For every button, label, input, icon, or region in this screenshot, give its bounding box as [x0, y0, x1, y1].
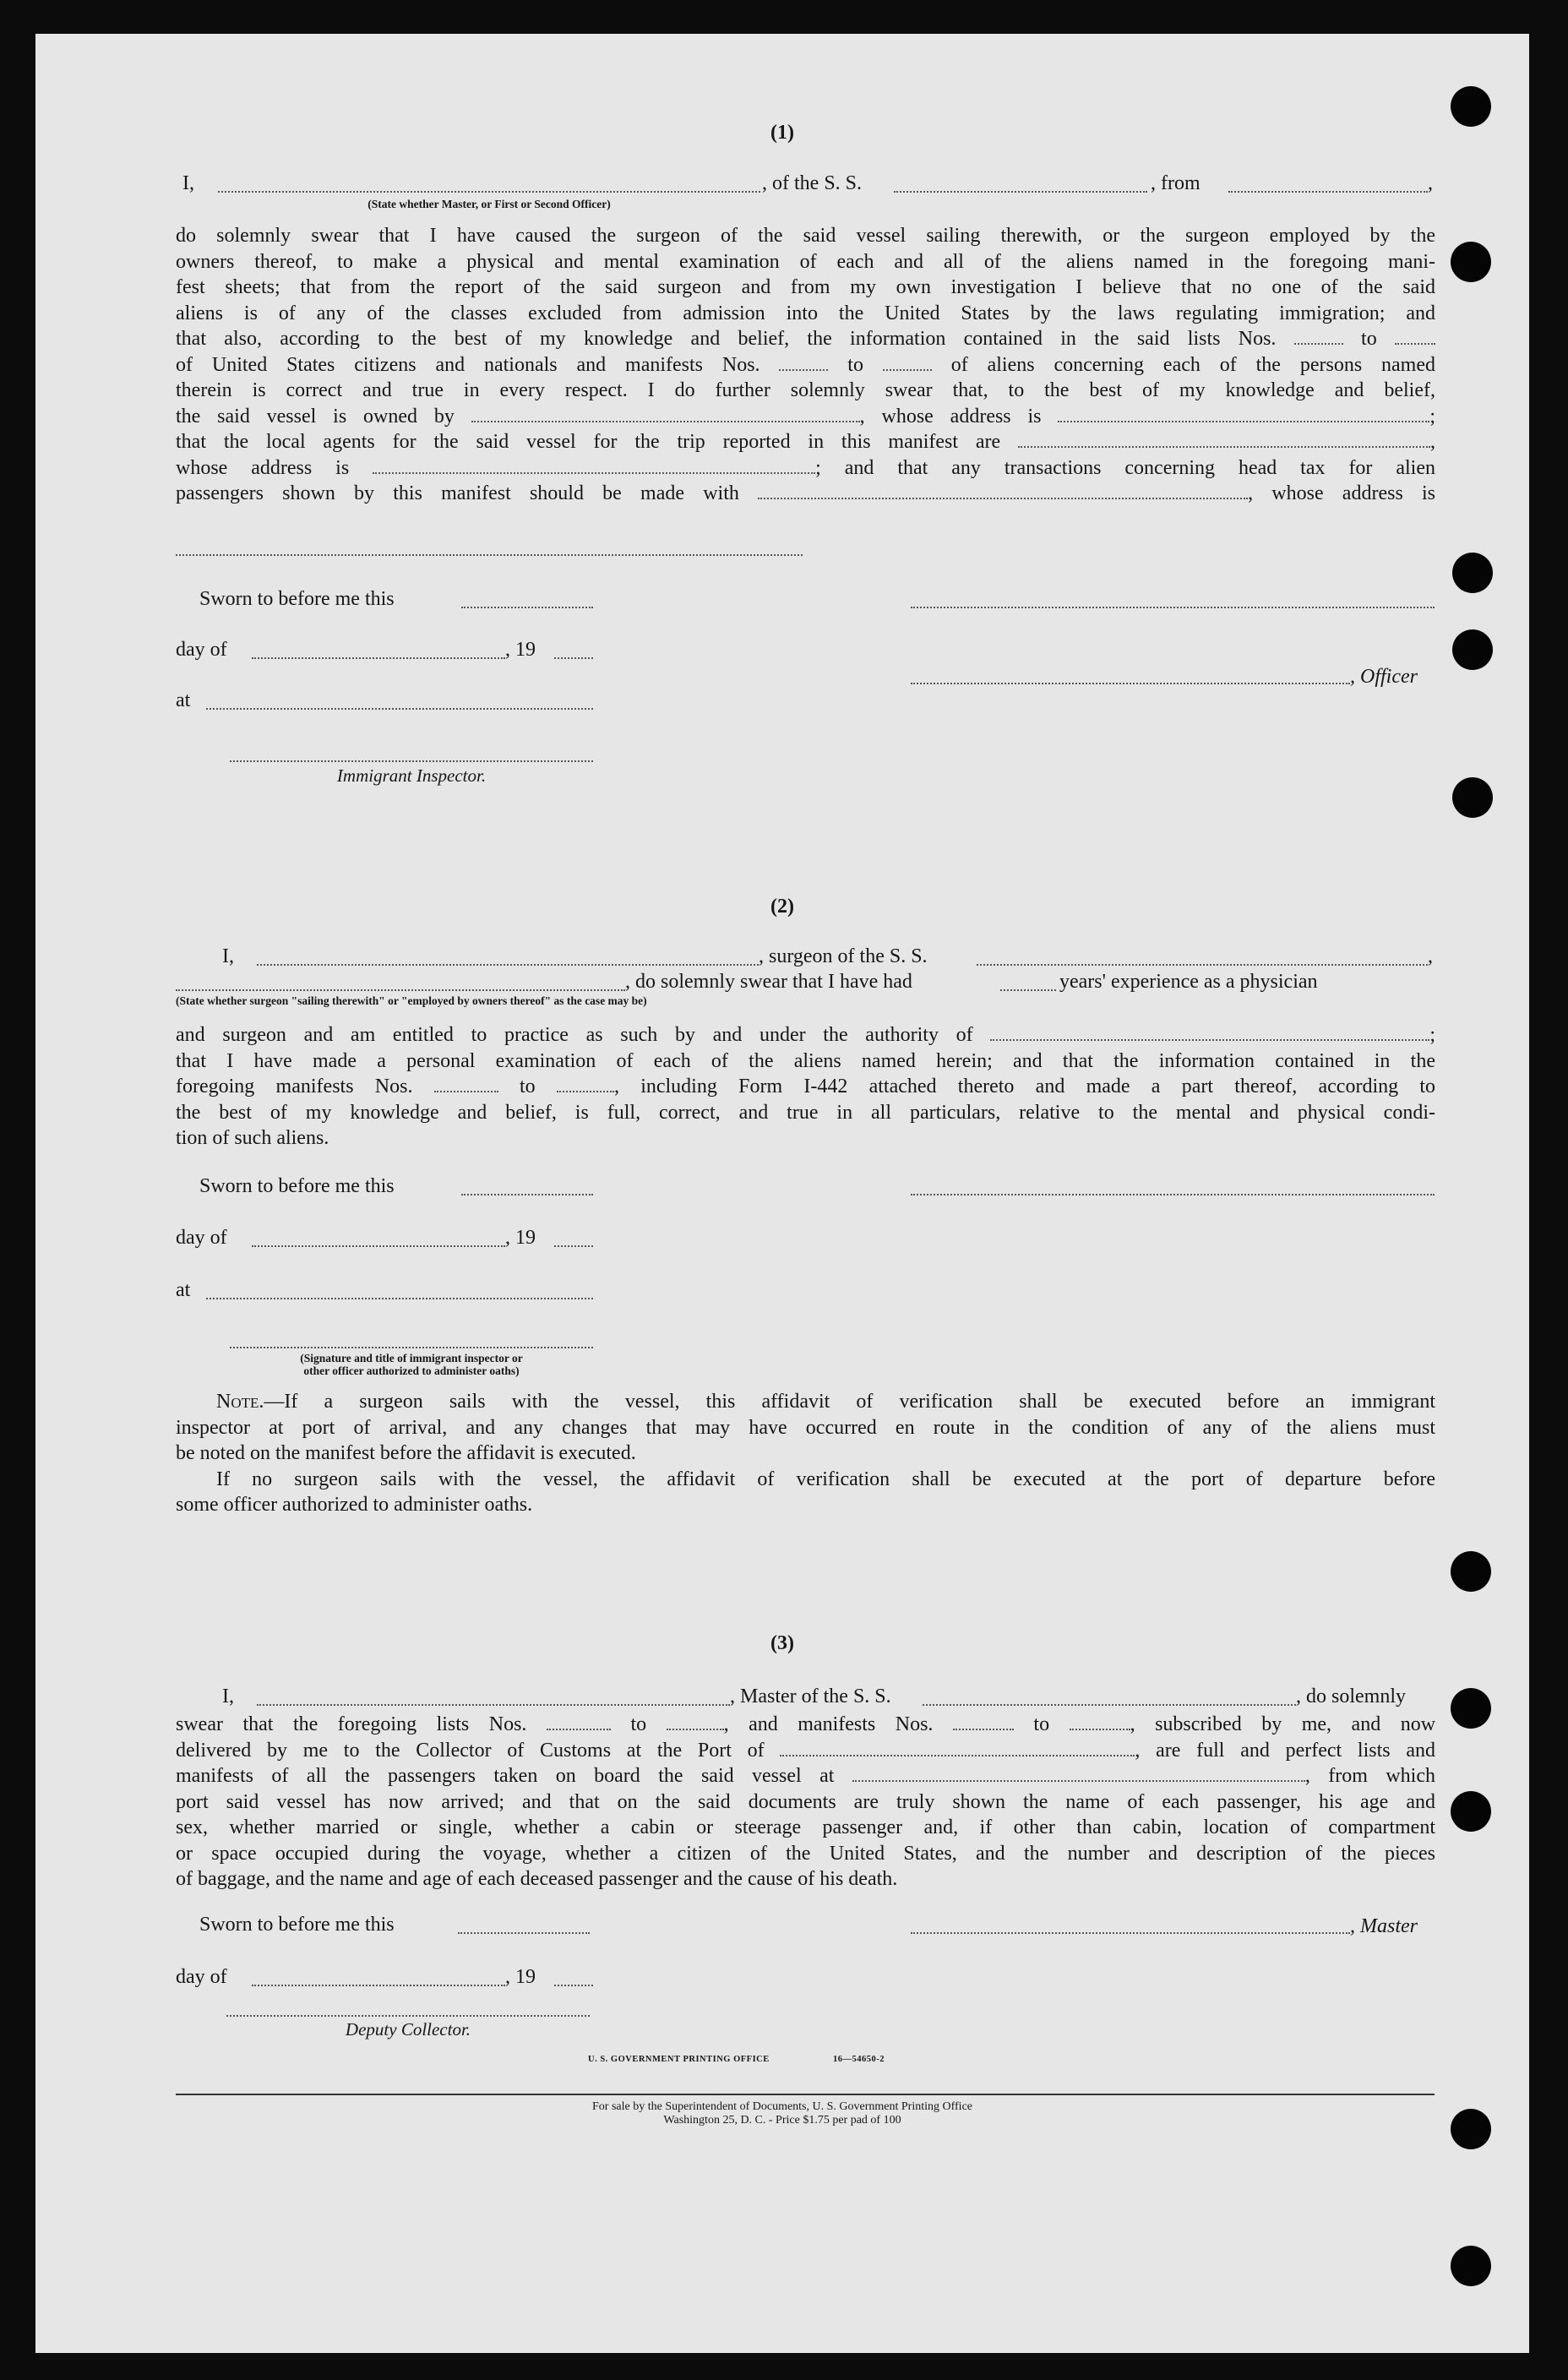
years-experience-text: years' experience as a physician	[1059, 971, 1318, 993]
citizen-list-to-field[interactable]	[1395, 328, 1435, 345]
officer-label: , Officer	[1350, 666, 1418, 688]
master-name-field[interactable]	[257, 1704, 730, 1706]
oath-line: port said vessel has now arrived; and that on the said documents are truly shown the name of each passenger, his age and	[176, 1790, 1435, 1813]
at-text: at	[176, 1279, 191, 1301]
officer-signature-line[interactable]	[911, 607, 1435, 608]
local-agents-field[interactable]	[1018, 431, 1430, 448]
sworn-date-field[interactable]	[461, 607, 593, 608]
oath-line: whose address is ; and that any transactions concerning head tax for alien	[176, 456, 1435, 479]
oath-line: do solemnly swear that I have caused the surgeon of the said vessel sailing therewith, or the surgeon employed by the	[176, 225, 1435, 247]
punch-hole	[1451, 1688, 1491, 1729]
sworn-before-text: Sworn to before me this	[199, 1175, 395, 1197]
sale-notice: For sale by the Superintendent of Documents, U. S. Government Printing Office Washington 25, D. C. - Price $1.75 per pad of 100	[592, 2100, 972, 2127]
oath-line: foregoing manifests Nos. to , including Form I-442 attached thereto and made a part thereof, according to	[176, 1076, 1436, 1097]
at-text: at	[176, 689, 191, 711]
day-of-text: day of	[176, 1227, 227, 1249]
signature-title-label: (Signature and title of immigrant inspector or other officer authorized to administer oaths)	[300, 1352, 523, 1377]
officer-name-field[interactable]	[218, 191, 760, 193]
deputy-collector-signature-line[interactable]	[226, 2015, 590, 2017]
officer-rank-label: (State whether Master, or First or Second Officer)	[368, 198, 611, 210]
punch-hole	[1451, 86, 1491, 127]
pronoun-i: I,	[222, 1686, 234, 1707]
gpo-imprint: U. S. GOVERNMENT PRINTING OFFICE	[588, 2055, 770, 2064]
surgeon-type-field[interactable]	[176, 989, 625, 991]
punch-hole	[1452, 629, 1493, 670]
practice-authority-field[interactable]	[990, 1024, 1429, 1041]
deputy-collector-label: Deputy Collector.	[345, 2019, 471, 2040]
note-line: If no surgeon sails with the vessel, the affidavit of verification shall be executed at the port of departure before	[216, 1468, 1435, 1490]
lists-from-field[interactable]	[547, 1713, 611, 1730]
surgeon-name-field[interactable]	[257, 964, 759, 966]
note-label: Note.	[216, 1391, 264, 1413]
punch-hole	[1451, 1551, 1491, 1592]
head-tax-contact-field[interactable]	[758, 482, 1248, 499]
note-line: some officer authorized to administer oaths.	[176, 1494, 533, 1516]
from-text: , from	[1151, 172, 1200, 194]
agents-address-field[interactable]	[373, 457, 815, 474]
inspector-signature-line[interactable]	[230, 760, 593, 762]
departure-port-field[interactable]	[1228, 191, 1428, 193]
immigrant-inspector-label: Immigrant Inspector.	[336, 765, 487, 786]
port-of-boarding-field[interactable]	[852, 1765, 1305, 1782]
surgeon-ship-field[interactable]	[977, 964, 1428, 966]
master-label: , Master	[1350, 1915, 1418, 1937]
head-tax-address-field[interactable]	[176, 554, 803, 556]
punch-hole	[1452, 777, 1493, 818]
surgeon-type-label: (State whether surgeon "sailing therewith" or "employed by owners thereof" as the case may be)	[176, 994, 647, 1007]
ship-name-field[interactable]	[894, 191, 1147, 193]
oath-line: and surgeon and am entitled to practice as such by and under the authority of ;	[176, 1024, 1436, 1046]
oath-line: that the local agents for the said vessel for the trip reported in this manifest are ,	[176, 431, 1435, 453]
alien-manifest-from-field[interactable]	[779, 354, 828, 371]
month-field[interactable]	[252, 1985, 505, 1986]
section-3-heading: (3)	[770, 1632, 794, 1654]
place-field[interactable]	[206, 708, 593, 710]
of-ss-text: , of the S. S.	[762, 172, 863, 194]
punch-hole	[1451, 1791, 1491, 1832]
sworn-date-field[interactable]	[461, 1194, 593, 1195]
master-signature-line[interactable]	[911, 1932, 1350, 1934]
year-prefix-text: , 19	[505, 1227, 536, 1249]
pronoun-i: I,	[182, 172, 194, 194]
years-experience-field[interactable]	[1000, 989, 1056, 991]
oath-line: therein is correct and true in every respect. I do further solemnly swear that, to the best of my knowledge and belief,	[176, 379, 1435, 401]
oath-line: passengers shown by this manifest should be made with , whose address is	[176, 482, 1435, 504]
section-3-oath	[176, 1712, 1435, 1893]
do-swear-text: , do solemnly swear that I have had	[625, 971, 912, 993]
note-line: inspector at port of arrival, and any changes that may have occurred en route in the condition of any of the aliens must	[176, 1416, 1435, 1439]
do-solemnly-text: , do solemnly	[1296, 1686, 1406, 1707]
oath-line: fest sheets; that from the report of the said surgeon and from my own investigation I believe that no one of the said	[176, 276, 1435, 298]
port-of-arrival-field[interactable]	[780, 1740, 1135, 1756]
punch-hole	[1452, 553, 1493, 593]
note-line: be noted on the manifest before the affidavit is executed.	[176, 1442, 636, 1464]
year-prefix-text: , 19	[505, 1966, 536, 1988]
note-paragraph	[176, 1389, 1435, 1518]
punch-hole	[1451, 242, 1491, 282]
officer-name-line[interactable]	[911, 683, 1350, 684]
lists-to-field[interactable]	[667, 1713, 724, 1730]
oath-line: swear that the foregoing lists Nos. to , and manifests Nos. to , subscribed by me, and now	[176, 1713, 1436, 1735]
section-2-heading: (2)	[770, 896, 794, 918]
oath-line: the said vessel is owned by , whose address is ;	[176, 405, 1436, 428]
oath-line: of baggage, and the name and age of each deceased passenger and the cause of his death.	[176, 1868, 898, 1890]
month-field[interactable]	[252, 657, 505, 659]
oath-line: that I have made a personal examination of each of the aliens named herein; and that the information contained in the	[176, 1049, 1435, 1072]
year-field[interactable]	[554, 1985, 593, 1986]
section-1-heading: (1)	[770, 122, 794, 144]
form-page: (1) I, , of the S. S. , from , (State whether Master, or First or Second Officer) do solemnly swear that I have caused the surgeon of the said vessel sailing therewith, or the surgeon employed by the owners thereof, to make a physical and mental examination of each and all of the aliens named in the foregoing mani- fest sheets; that from the report of the said surgeon and from my own investigation I believe that no one of the said aliens is of any of the classes excluded from admission into the United States by the laws regulating immigration; and that also, according to the best of my knowledge and belief, the information contained in the said lists Nos. to of United States citizens and nationals and manifests Nos. to of aliens concerning each of the persons named therein is correct and true in every respect. I do further solemnly swear that, to the best of my knowledge and belief, the said vessel is owned by , whose address is ; that the local agents for the said vessel for the trip reported in this manifest are , whose address is ; and that any transactions concerning head tax for alien passengers shown by this manifest should be made with , whose address is Sworn to before me this day of , 19 at Immigrant Inspector. , Officer (2) I, , surgeon of the S. S. , , do solemnly swear that I have had years' experience as a physician (State whether surgeon "sailing therewith" or "employed by owners thereof" as the case may be) and surgeon and am entitled to practice as such by and under the authority of ; that I have made a personal examination of each of the aliens named herein; and that the information contained in the foregoing manifests Nos. to , including Form I-442 attached thereto and made a part thereof, according to the best of my knowledge and belief, is full, correct, and true in all particulars, relative to the mental and physical condi- tion of such aliens. Sworn to before me this day of , 19 at (Signature and title of immigrant inspector or other officer authorized to administer oaths) Note.—If a surgeon sails with the vessel, this affidavit of verification shall be executed before an immigrant inspector at port of arrival, and any changes that may have occurred en route in the condition of any of the aliens must be noted on the manifest before the affidavit is executed. If no surgeon sails with the vessel, the affidavit of verification shall be executed at the port of departure before some officer authorized to administer oaths. (3) I, , Master of the S. S. , do solemnly swear that the foregoing lists Nos. to , and manifests Nos. to , subscribed by me, and now delivered by me to the Collector of Customs at the Port of , are full and perfect lists and manifests of all the passengers taken on board the said vessel at , from which port said vessel has now arrived; and that on the said documents are truly shown the name of each passenger, his age and sex, whether married or single, whether a cabin or steerage passenger and, if other than cabin, location of compartment or space occupied during the voyage, whether a citizen of the United States, and the number and description of the pieces of baggage, and the name and age of each deceased passenger and the cause of his death. Sworn to before me this day of , 19 , Master Deputy Collector. U. S. GOVERNMENT PRINTING OFFICE 16—54650-2 For sale by the Superintendent of Documents, U. S. Government Printing Office Washington 25, D. C. - Price $1.75 per pad of 100	[35, 34, 1529, 2353]
sworn-before-text: Sworn to before me this	[199, 588, 395, 610]
note-line: Note.—If a surgeon sails with the vessel, this affidavit of verification shall be executed before an immigrant	[216, 1391, 1435, 1413]
place-field[interactable]	[206, 1298, 593, 1299]
form-number: 16—54650-2	[833, 2055, 885, 2064]
pronoun-i: I,	[222, 945, 234, 967]
citizen-list-from-field[interactable]	[1294, 328, 1343, 345]
sworn-date-field[interactable]	[458, 1932, 590, 1934]
alien-manifest-to-field[interactable]	[883, 354, 932, 371]
oath-line: manifests of all the passengers taken on board the said vessel at , from which	[176, 1765, 1436, 1787]
manifest-from-field[interactable]	[434, 1076, 498, 1092]
footer-rule	[176, 2094, 1435, 2095]
oath-line: or space occupied during the voyage, whether a citizen of the United States, and the number and description of the pieces	[176, 1842, 1435, 1865]
oath-line: that also, according to the best of my knowledge and belief, the information contained in the said lists Nos. to	[176, 326, 1435, 352]
year-field[interactable]	[554, 657, 593, 659]
punch-hole	[1451, 2246, 1491, 2286]
oath-line: sex, whether married or single, whether a cabin or steerage passenger and, if other than cabin, location of compartment	[176, 1816, 1435, 1838]
oath-officer-signature-line[interactable]	[230, 1347, 593, 1348]
oath-line: the best of my knowledge and belief, is full, correct, and true in all particulars, relative to the mental and physical condi-	[176, 1101, 1435, 1124]
master-ship-field[interactable]	[923, 1704, 1296, 1706]
manifests-to-field[interactable]	[1070, 1713, 1130, 1730]
oath-line: owners thereof, to make a physical and mental examination of each and all of the aliens named in the foregoing mani-	[176, 250, 1435, 273]
month-field[interactable]	[252, 1245, 505, 1247]
section-1-oath	[176, 223, 1435, 507]
oath-line: aliens is of any of the classes excluded from admission into the United States by the laws regulating immigration; and	[176, 302, 1435, 324]
vessel-owner-field[interactable]	[471, 406, 860, 422]
year-prefix-text: , 19	[505, 639, 536, 661]
manifest-to-field[interactable]	[557, 1076, 614, 1092]
day-of-text: day of	[176, 639, 227, 661]
oath-line: of United States citizens and nationals and manifests Nos. to of aliens concerning each of the persons named	[176, 353, 1435, 376]
manifests-from-field[interactable]	[953, 1713, 1014, 1730]
day-of-text: day of	[176, 1966, 227, 1988]
section-2-oath	[176, 1022, 1435, 1152]
oath-line: delivered by me to the Collector of Customs at the Port of , are full and perfect lists and	[176, 1739, 1435, 1762]
year-field[interactable]	[554, 1245, 593, 1247]
surgeon-of-text: , surgeon of the S. S.	[759, 945, 928, 967]
master-of-text: , Master of the S. S.	[730, 1686, 891, 1707]
sworn-before-text: Sworn to before me this	[199, 1914, 395, 1936]
owner-address-field[interactable]	[1058, 406, 1429, 422]
oath-line: tion of such aliens.	[176, 1127, 329, 1149]
section-1-first-line	[182, 172, 194, 195]
surgeon-signature-line[interactable]	[911, 1194, 1435, 1195]
